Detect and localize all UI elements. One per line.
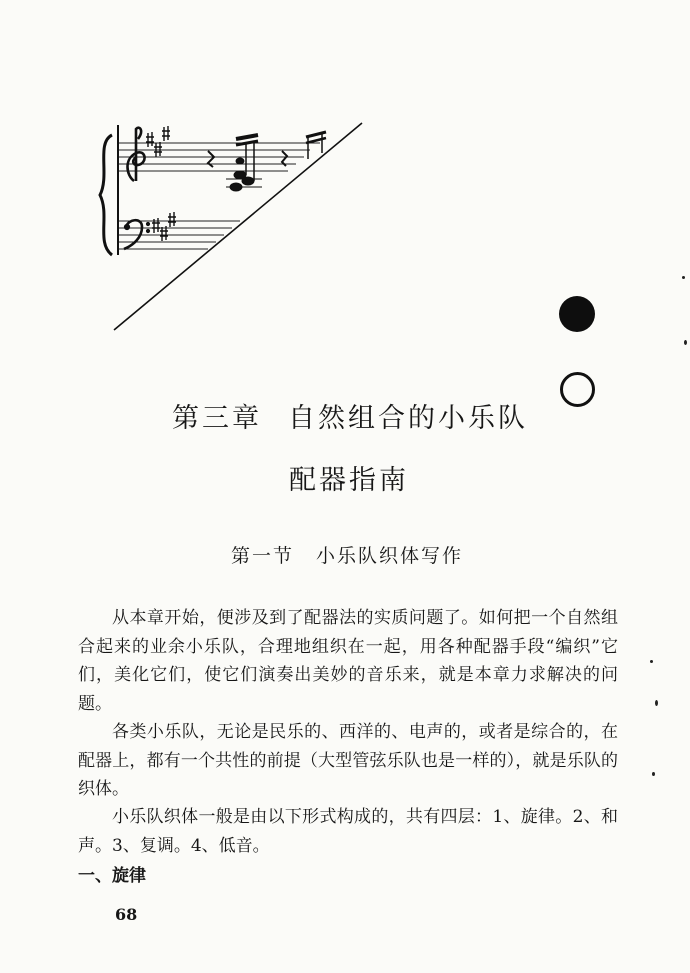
- margin-speck: [650, 660, 653, 663]
- chapter-title-line2: 配器指南: [289, 465, 409, 496]
- chapter-number: 第三章: [172, 403, 262, 434]
- section-title-text: 小乐队织体写作: [316, 545, 464, 567]
- paragraph-2: 各类小乐队，无论是民乐的、西洋的、电声的，或者是综合的，在配器上，都有一个共性的前提（大型管弦乐队也是一样的），就是乐队的织体。: [78, 722, 618, 799]
- diagonal-cut-line: [114, 123, 362, 330]
- bass-staff: [118, 221, 240, 249]
- section-number: 第一节: [230, 545, 294, 567]
- page-number: 68: [115, 905, 138, 924]
- margin-speck: [682, 276, 685, 279]
- treble-staff: [118, 143, 320, 171]
- margin-speck: [652, 772, 655, 776]
- margin-speck: [655, 700, 658, 706]
- paragraph-1: 从本章开始，便涉及到了配器法的实质问题了。如何把一个自然组合起来的业余小乐队，合理地组织在一起，用各种配器手段“编织”它们，美化它们，使它们演奏出美妙的音乐来，就是本章力求解决的问题。: [78, 608, 618, 714]
- chapter-title: [0, 396, 690, 435]
- chapter-title-line1: 自然组合的小乐队: [288, 403, 528, 434]
- margin-speck: [684, 340, 687, 345]
- key-signature-bass-icon: [152, 212, 176, 241]
- staff-brace: [100, 135, 112, 255]
- key-signature-treble-icon: [146, 126, 170, 157]
- subheading: 一、旋律: [78, 866, 146, 886]
- rest-icon: [208, 151, 214, 167]
- filled-circle-icon: [559, 296, 595, 332]
- music-score-illustration: [90, 115, 380, 340]
- section-title: [0, 541, 690, 568]
- treble-clef-icon: [128, 128, 145, 181]
- paragraph-3: 小乐队织体一般是由以下形式构成的，共有四层：1、旋律。2、和声。3、复调。4、低音。: [78, 807, 618, 856]
